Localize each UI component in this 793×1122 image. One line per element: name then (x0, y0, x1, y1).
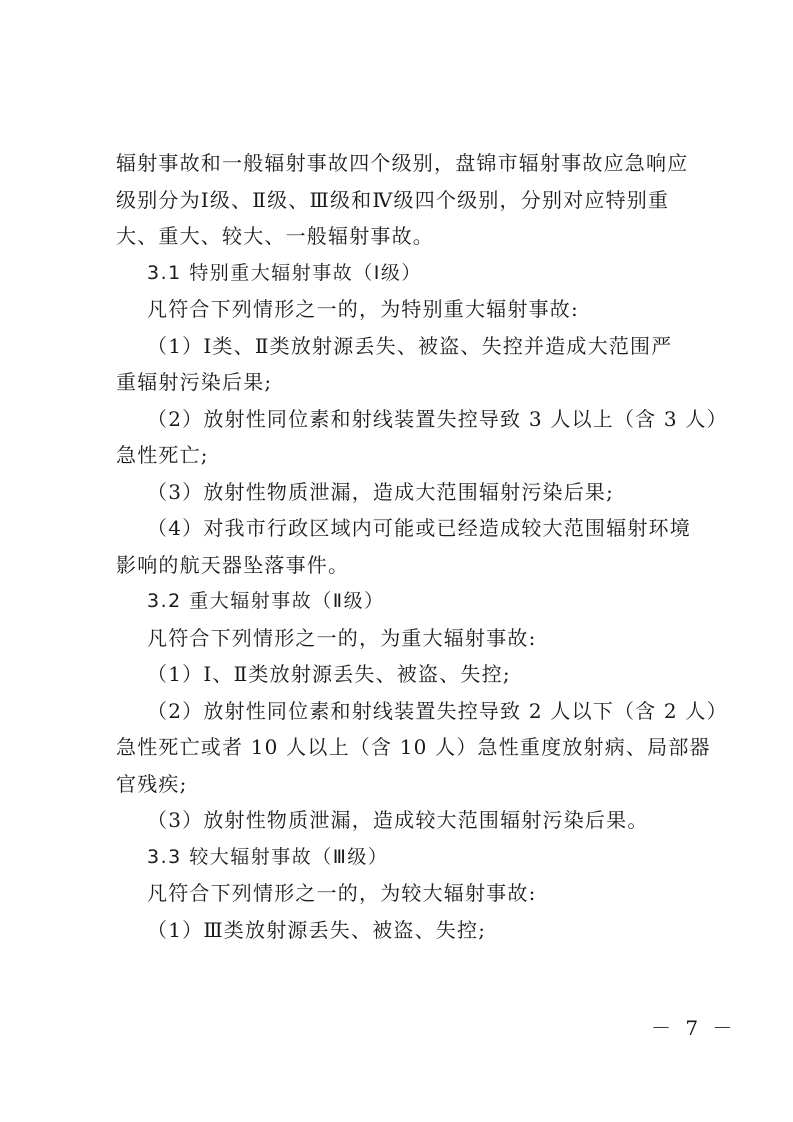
list-item-line: （2）放射性同位素和射线装置失控导致 2 人以下（含 2 人） (147, 698, 728, 723)
paragraph-line: 凡符合下列情形之一的，为重大辐射事故: (147, 625, 537, 650)
list-item-line: （1）Ⅰ、Ⅱ类放射源丢失、被盗、失控; (147, 662, 511, 686)
body-line: 急性死亡; (116, 443, 209, 467)
body-line: 辐射事故和一般辐射事故四个级别，盘锦市辐射事故应急响应 (116, 151, 689, 175)
list-item-line: （3）放射性物质泄漏，造成较大范围辐射污染后果。 (147, 808, 649, 832)
paragraph-line: 凡符合下列情形之一的，为特别重大辐射事故: (147, 297, 579, 321)
list-item-line: （2）放射性同位素和射线装置失控导致 3 人以上（含 3 人） (147, 406, 728, 431)
section-heading-3-2: 3.2 重大辐射事故（Ⅱ级） (147, 590, 385, 612)
body-line: 官残疾; (116, 771, 188, 796)
list-item-line: （4）对我市行政区域内可能或已经造成较大范围辐射环境 (147, 516, 691, 540)
body-line: 级别分为Ⅰ级、Ⅱ级、Ⅲ级和Ⅳ级四个级别，分别对应特别重 (116, 187, 670, 212)
body-line: 影响的航天器坠落事件。 (116, 552, 350, 577)
body-line: 大、重大、较大、一般辐射事故。 (116, 224, 434, 248)
body-line: 急性死亡或者 10 人以上（含 10 人）急性重度放射病、局部器 (116, 735, 711, 759)
paragraph-line: 凡符合下列情形之一的，为较大辐射事故: (147, 881, 537, 905)
document-body (116, 145, 728, 948)
body-line: 重辐射污染后果; (116, 370, 273, 394)
section-heading-3-3: 3.3 较大辐射事故（Ⅲ级） (147, 845, 389, 868)
list-item-line: （1）Ⅰ类、Ⅱ类放射源丢失、被盗、失控并造成大范围严 (147, 333, 673, 358)
page-number: － 7 － (651, 1016, 737, 1040)
section-heading-3-1: 3.1 特别重大辐射事故（Ⅰ级） (147, 261, 422, 284)
list-item-line: （1）Ⅲ类放射源丢失、被盗、失控; (147, 917, 487, 942)
list-item-line: （3）放射性物质泄漏，造成大范围辐射污染后果; (147, 479, 615, 504)
